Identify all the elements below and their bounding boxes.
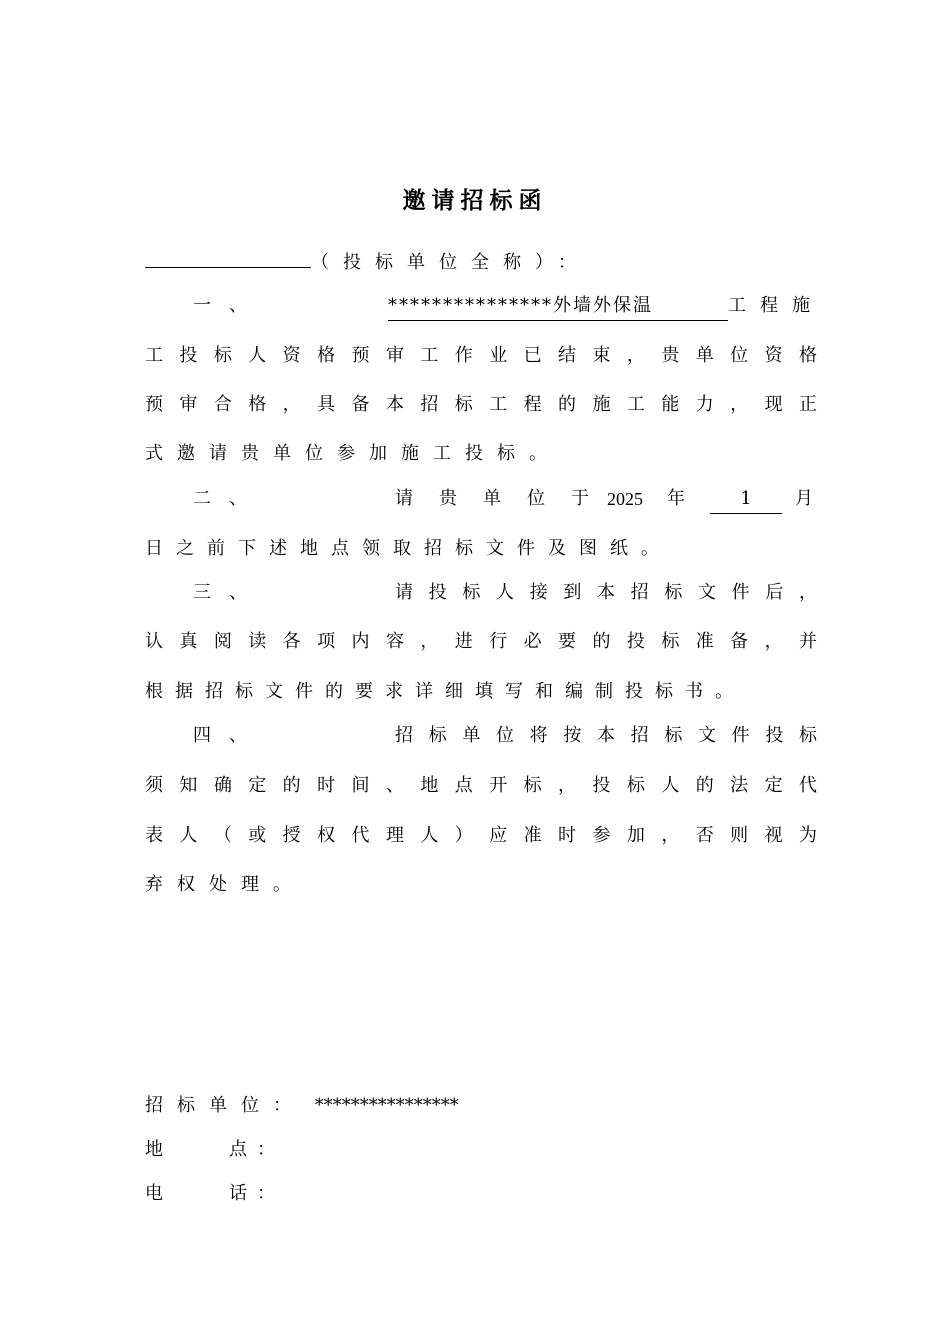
para1-line1 [145, 292, 824, 320]
tendering-unit-label: 招标单位： [145, 1095, 305, 1116]
para4-number: 四、 [193, 725, 265, 746]
para4-line3: 表人（或授权代理人）应准时参加，否则视为 [145, 825, 817, 846]
para3-number: 三、 [193, 582, 265, 603]
salutation-text: （投标单位全称）： [311, 252, 590, 273]
para3-line1-text: 请投标人接到本招标文件后， [395, 582, 817, 603]
para2-text-a: 请贵单位于 [395, 488, 615, 509]
para1-number: 一、 [193, 295, 265, 316]
para1-line4: 式邀请贵单位参加施工投标。 [145, 443, 561, 464]
para2-text-c: 月 [795, 488, 813, 509]
para3-line2: 认真阅读各项内容，进行必要的投标准备，并 [145, 631, 817, 652]
para1-line3: 预审合格，具备本招标工程的施工能力，现正 [145, 394, 817, 415]
para4-line4: 弃权处理。 [145, 874, 305, 895]
month-value: 1 [710, 485, 782, 514]
para2-text-b: 年 [667, 488, 685, 509]
page-title: 邀请招标函 [402, 188, 548, 214]
para2-line2: 日之前下述地点领取招标文件及图纸。 [145, 538, 672, 559]
year-value: 2025 [607, 489, 643, 509]
phone-row: 电 话： [145, 1183, 285, 1204]
project-name: ***************外墙外保温 [388, 292, 728, 321]
salutation-line [145, 247, 590, 275]
para3-line3: 根据招标文件的要求详细填写和编制投标书。 [145, 681, 745, 702]
place-row: 地 点： [145, 1139, 285, 1160]
para4-line1 [145, 722, 817, 750]
para4-line2: 须知确定的时间、地点开标，投标人的法定代 [145, 775, 817, 796]
para2-number: 二、 [193, 488, 265, 509]
para4-line1-text: 招标单位将按本招标文件投标 [395, 725, 817, 746]
para3-line1 [145, 579, 817, 607]
para1-line2: 工投标人资格预审工作业已结束，贵单位资格 [145, 345, 817, 366]
tendering-unit-row [145, 1092, 459, 1120]
para1-line1-tail: 工程施 [728, 295, 824, 316]
recipient-blank[interactable] [145, 247, 311, 268]
para2-line1 [145, 485, 817, 513]
tendering-unit-value: **************** [314, 1095, 459, 1116]
